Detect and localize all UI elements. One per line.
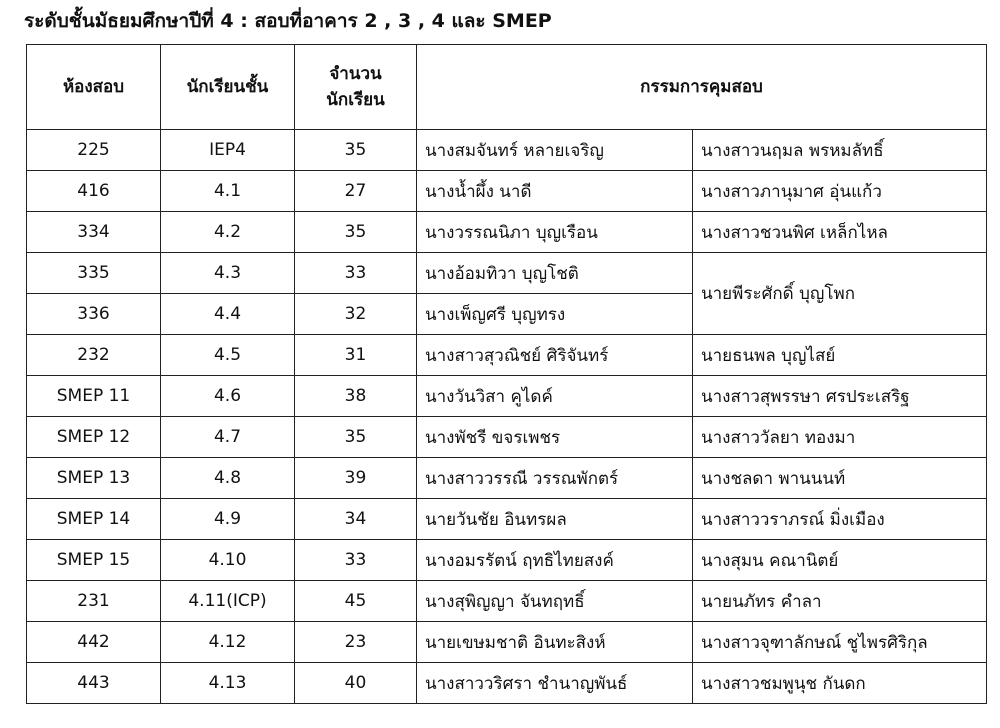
cell-class: 4.2 <box>161 212 295 253</box>
cell-count: 23 <box>295 622 417 663</box>
cell-count: 27 <box>295 171 417 212</box>
cell-room: 336 <box>27 294 161 335</box>
cell-proctor-2: นางชลดา พานนนท์ <box>693 458 987 499</box>
header-count-line2: นักเรียน <box>326 90 385 110</box>
table-row <box>27 581 987 622</box>
cell-count: 31 <box>295 335 417 376</box>
cell-proctor-1: นางพัชรี ขจรเพชร <box>417 417 693 458</box>
cell-count: 38 <box>295 376 417 417</box>
cell-proctor-1: นายวันชัย อินทรผล <box>417 499 693 540</box>
cell-count: 35 <box>295 130 417 171</box>
cell-room: 232 <box>27 335 161 376</box>
cell-class: 4.5 <box>161 335 295 376</box>
cell-proctor-1: นางสาววริศรา ชำนาญพันธ์ <box>417 663 693 704</box>
cell-proctor-1: นางวันวิสา คูไดค์ <box>417 376 693 417</box>
cell-room: 334 <box>27 212 161 253</box>
cell-proctor-2: นางสาวสุพรรษา ศรประเสริฐ <box>693 376 987 417</box>
cell-proctor-2: นางสาวชมพูนุช กันดก <box>693 663 987 704</box>
cell-proctor-2: นางสาววัลยา ทองมา <box>693 417 987 458</box>
cell-proctor-2: นางสาวชวนพิศ เหล็กไหล <box>693 212 987 253</box>
cell-proctor-1: นางสาววรรณี วรรณพักตร์ <box>417 458 693 499</box>
cell-class: 4.11(ICP) <box>161 581 295 622</box>
cell-proctor-1: นางสุพิญญา จันทฤทธิ์ <box>417 581 693 622</box>
cell-proctor-2: นายธนพล บุญไสย์ <box>693 335 987 376</box>
cell-count: 34 <box>295 499 417 540</box>
cell-room: 416 <box>27 171 161 212</box>
cell-proctor-1: นางสาวสุวณิชย์ ศิริจันทร์ <box>417 335 693 376</box>
table-row <box>27 622 987 663</box>
cell-class: 4.4 <box>161 294 295 335</box>
cell-proctor-1: นางน้ำผึ้ง นาดี <box>417 171 693 212</box>
cell-class: 4.9 <box>161 499 295 540</box>
cell-proctor-2: นายนภัทร คำลา <box>693 581 987 622</box>
cell-class: IEP4 <box>161 130 295 171</box>
cell-count: 33 <box>295 253 417 294</box>
exam-schedule-table <box>26 44 987 704</box>
cell-proctor-2: นางสาวนฤมล พรหมลัทธิ์ <box>693 130 987 171</box>
cell-room: 231 <box>27 581 161 622</box>
table-row <box>27 663 987 704</box>
cell-proctor-1: นางอมรรัตน์ ฤทธิไทยสงค์ <box>417 540 693 581</box>
header-count-line1: จำนวน <box>329 64 382 84</box>
cell-room: 442 <box>27 622 161 663</box>
cell-count: 45 <box>295 581 417 622</box>
header-student-count <box>295 45 417 130</box>
cell-proctor-2: นางสาวจุฑาลักษณ์ ชูไพรศิริกุล <box>693 622 987 663</box>
table-row <box>27 212 987 253</box>
cell-room: SMEP 14 <box>27 499 161 540</box>
cell-room: SMEP 13 <box>27 458 161 499</box>
cell-room: SMEP 15 <box>27 540 161 581</box>
cell-class: 4.8 <box>161 458 295 499</box>
cell-count: 40 <box>295 663 417 704</box>
cell-proctor-1: นางวรรณนิภา บุญเรือน <box>417 212 693 253</box>
cell-count: 32 <box>295 294 417 335</box>
cell-room: SMEP 11 <box>27 376 161 417</box>
cell-proctor-2: นางสาววราภรณ์ มิ่งเมือง <box>693 499 987 540</box>
cell-class: 4.3 <box>161 253 295 294</box>
page-title: ระดับชั้นมัธยมศึกษาปีที่ 4 : สอบที่อาคาร 2 , 3 , 4 และ SMEP <box>24 10 552 32</box>
cell-count: 39 <box>295 458 417 499</box>
header-class: นักเรียนชั้น <box>161 45 295 130</box>
cell-class: 4.1 <box>161 171 295 212</box>
cell-proctor-2-merged: นายพีระศักดิ์ บุญโพก <box>693 253 987 335</box>
table-row <box>27 171 987 212</box>
table-row <box>27 335 987 376</box>
table-header-row <box>27 45 987 130</box>
table-row <box>27 130 987 171</box>
table-row <box>27 417 987 458</box>
cell-proctor-2: นางสุมน คณานิตย์ <box>693 540 987 581</box>
cell-room: 225 <box>27 130 161 171</box>
cell-class: 4.10 <box>161 540 295 581</box>
table-row <box>27 499 987 540</box>
cell-class: 4.7 <box>161 417 295 458</box>
cell-proctor-1: นางเพ็ญศรี บุญทรง <box>417 294 693 335</box>
header-proctors: กรรมการคุมสอบ <box>417 45 987 130</box>
cell-count: 35 <box>295 212 417 253</box>
table-row <box>27 458 987 499</box>
cell-proctor-2: นางสาวภานุมาศ อุ่นแก้ว <box>693 171 987 212</box>
cell-class: 4.13 <box>161 663 295 704</box>
header-room: ห้องสอบ <box>27 45 161 130</box>
cell-room: 443 <box>27 663 161 704</box>
cell-class: 4.12 <box>161 622 295 663</box>
table-row <box>27 253 987 294</box>
cell-proctor-1: นางอ้อมทิวา บุญโชติ <box>417 253 693 294</box>
table-row <box>27 540 987 581</box>
cell-class: 4.6 <box>161 376 295 417</box>
cell-count: 33 <box>295 540 417 581</box>
cell-proctor-1: นายเขษมชาติ อินทะสิงห์ <box>417 622 693 663</box>
table-row <box>27 376 987 417</box>
cell-proctor-1: นางสมจันทร์ หลายเจริญ <box>417 130 693 171</box>
cell-room: SMEP 12 <box>27 417 161 458</box>
cell-room: 335 <box>27 253 161 294</box>
cell-count: 35 <box>295 417 417 458</box>
